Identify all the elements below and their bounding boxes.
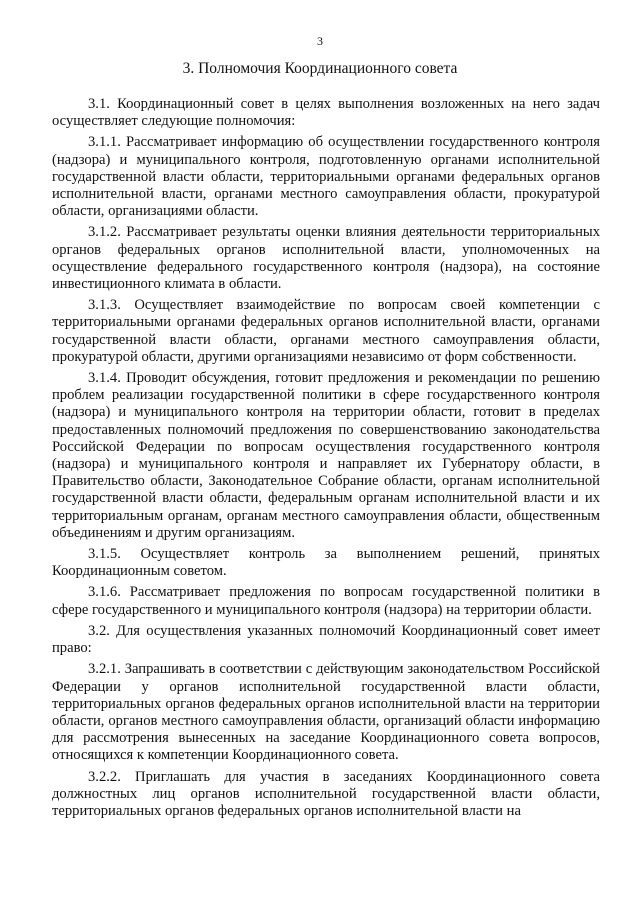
- document-body: [52, 96, 600, 824]
- paragraph-3-1-5: 3.1.5. Осуществляет контроль за выполнением решений, принятых Координационным советом.: [52, 546, 600, 580]
- paragraph-3-1-6: 3.1.6. Рассматривает предложения по вопросам государственной политики в сфере государственного и муниципального контроля (надзора) на территории области.: [52, 584, 600, 618]
- paragraph-3-2-1: 3.2.1. Запрашивать в соответствии с действующим законодательством Российской Федерации у органов исполнительной государственной власти области, территориальных органов федеральных органов исполнительной власти на территории области, органов местного самоуправления области, организаций области информацию для рассмотрения вынесенных на заседание Координационного совета вопросов, относящихся к компетенции Координационного совета.: [52, 661, 600, 764]
- paragraph-3-2-2: 3.2.2. Приглашать для участия в заседаниях Координационного совета должностных лиц органов исполнительной государственной власти области, территориальных органов федеральных органов исполнительной власти на: [52, 768, 600, 819]
- paragraph-3-1-1: 3.1.1. Рассматривает информацию об осуществлении государственного контроля (надзора) и муниципального контроля, подготовленную органами исполнительной государственной власти области, территориальными органами федеральных органов исполнительной власти, органами местного самоуправления области, прокуратурой области, организациями области.: [52, 134, 600, 220]
- paragraph-3-2: 3.2. Для осуществления указанных полномочий Координационный совет имеет право:: [52, 622, 600, 657]
- paragraph-3-1-3: 3.1.3. Осуществляет взаимодействие по вопросам своей компетенции с территориальными органами федеральных органов исполнительной власти, органами государственной власти области, органами местного самоуправления области, прокуратурой области, другими организациями независимо от форм собственности.: [52, 297, 600, 365]
- page-number: 3: [317, 34, 323, 48]
- paragraph-3-1: 3.1. Координационный совет в целях выполнения возложенных на него задач осуществляет следующие полномочия:: [52, 96, 600, 130]
- paragraph-3-1-2: 3.1.2. Рассматривает результаты оценки влияния деятельности территориальных органов федеральных органов исполнительной власти, уполномоченных на осуществление федерального государственного контроля (надзора), на состояние инвестиционного климата в области.: [52, 224, 600, 293]
- paragraph-3-1-4: 3.1.4. Проводит обсуждения, готовит предложения и рекомендации по решению проблем реализации государственной политики в сфере государственного контроля (надзора) и муниципального контроля на территории области, готовит в пределах предоставленных полномочий предложения по совершенствованию законодательства Российской Федерации по вопросам осуществления государственного контроля (надзора) и муниципального контроля и направляет их Губернатору области, в Правительство области, Законодательное Собрание области, органам исполнительной государственной власти области, федеральным органам исполнительной власти и их территориальным органам, органам местного самоуправления области, общественным объединениям и другим организациям.: [52, 370, 600, 541]
- section-title: 3. Полномочия Координационного совета: [182, 60, 458, 77]
